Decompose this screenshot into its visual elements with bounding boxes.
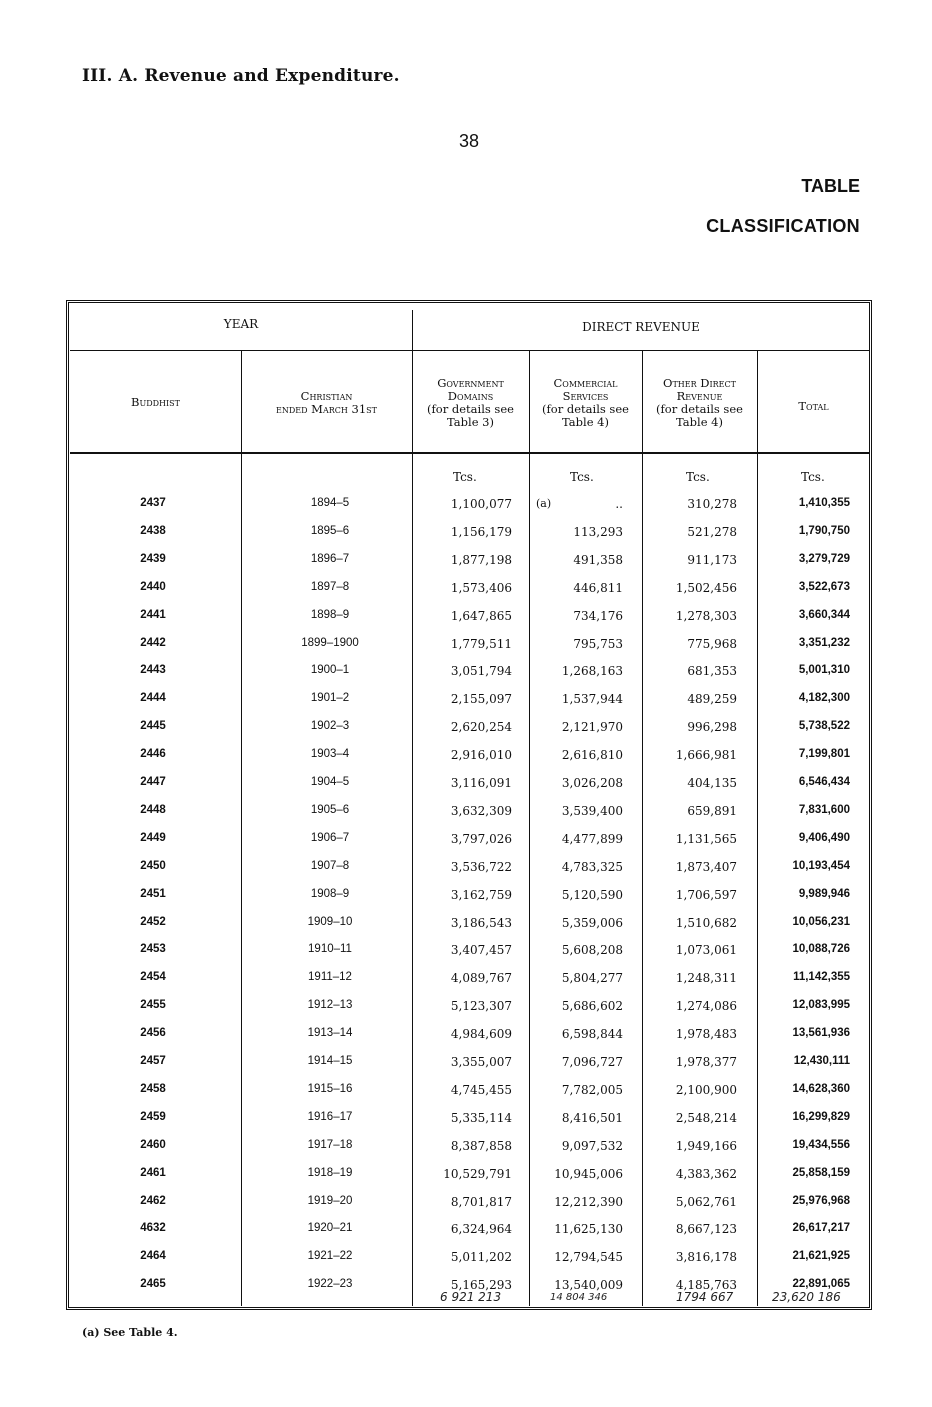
christian-year: 1905–6 bbox=[310, 803, 350, 816]
commercial-services-value: 11,625,130 bbox=[554, 1222, 623, 1237]
total-value: 13,561,936 bbox=[792, 1027, 850, 1040]
buddhist-year: 2453 bbox=[140, 943, 166, 956]
other-direct-revenue-value: 404,135 bbox=[687, 776, 737, 790]
handwritten-commercial: 14 804 346 bbox=[550, 1292, 608, 1303]
total-value: 5,001,310 bbox=[798, 664, 850, 677]
table-row bbox=[0, 776, 932, 804]
commercial-services-value: 5,804,277 bbox=[561, 971, 623, 986]
total-value: 10,193,454 bbox=[792, 859, 850, 872]
commercial-services-value: 4,477,899 bbox=[561, 831, 623, 846]
government-domains-value: 1,573,406 bbox=[450, 580, 512, 595]
buddhist-year: 2465 bbox=[140, 1278, 166, 1291]
buddhist-year: 2457 bbox=[140, 1055, 166, 1067]
christian-year: 1908–9 bbox=[310, 887, 350, 900]
buddhist-year: 2459 bbox=[140, 1110, 166, 1123]
buddhist-year: 2458 bbox=[140, 1082, 166, 1095]
total-value: 25,976,968 bbox=[792, 1194, 850, 1207]
government-domains-value: 2,620,254 bbox=[450, 720, 512, 735]
buddhist-year: 2448 bbox=[140, 803, 166, 816]
table-row bbox=[0, 720, 932, 748]
buddhist-year: 2450 bbox=[140, 859, 166, 872]
buddhist-year: 2460 bbox=[140, 1138, 166, 1151]
table-row bbox=[0, 1027, 932, 1055]
total-value: 26,617,217 bbox=[792, 1222, 850, 1235]
government-domains-value: 1,779,511 bbox=[450, 636, 512, 651]
commercial-services-value: 7,782,005 bbox=[561, 1082, 623, 1097]
table-row bbox=[0, 1195, 932, 1223]
commercial-services-value: 734,176 bbox=[573, 608, 623, 623]
other-direct-revenue-value: 4,185,763 bbox=[675, 1278, 737, 1293]
buddhist-year: 2449 bbox=[140, 831, 166, 844]
commercial-services-value: .. bbox=[615, 497, 623, 511]
buddhist-year: 2445 bbox=[140, 720, 166, 733]
other-direct-revenue-value: 489,259 bbox=[687, 692, 737, 707]
buddhist-year: 2456 bbox=[140, 1027, 166, 1040]
other-direct-revenue-value: 1,274,086 bbox=[675, 999, 737, 1014]
other-direct-revenue-value: 4,383,362 bbox=[675, 1166, 737, 1181]
rule-group-header bbox=[70, 350, 870, 351]
government-domains-value: 2,155,097 bbox=[450, 692, 512, 707]
col-buddhist: Buddhist bbox=[131, 395, 180, 409]
commercial-services-value: 12,794,545 bbox=[554, 1250, 623, 1265]
commercial-services-value: 113,293 bbox=[573, 524, 623, 539]
table-label: TABLE bbox=[801, 176, 860, 196]
government-domains-value: 3,536,722 bbox=[450, 859, 512, 874]
government-domains-value: 5,335,114 bbox=[450, 1110, 512, 1125]
table-row bbox=[0, 553, 932, 581]
buddhist-year: 2441 bbox=[140, 608, 166, 621]
government-domains-value: 8,387,858 bbox=[450, 1138, 512, 1153]
other-direct-revenue-value: 310,278 bbox=[687, 497, 737, 511]
government-domains-value: 5,123,307 bbox=[450, 999, 512, 1014]
christian-year: 1919–20 bbox=[307, 1194, 353, 1207]
christian-year: 1920–21 bbox=[307, 1222, 353, 1235]
government-domains-value: 1,100,077 bbox=[450, 497, 512, 511]
table-row bbox=[0, 943, 932, 971]
buddhist-year: 4632 bbox=[140, 1222, 166, 1235]
government-domains-value: 5,165,293 bbox=[450, 1278, 512, 1293]
christian-year: 1912–13 bbox=[307, 999, 353, 1012]
note-a-marker: (a) bbox=[536, 497, 552, 510]
commercial-services-value: 5,359,006 bbox=[561, 915, 623, 930]
commercial-services-value: 446,811 bbox=[573, 580, 623, 595]
christian-year: 1922–23 bbox=[307, 1278, 353, 1291]
table-row bbox=[0, 637, 932, 665]
table-row bbox=[0, 832, 932, 860]
section-title: III. A. Revenue and Expenditure. bbox=[82, 66, 400, 86]
christian-year: 1898–9 bbox=[310, 608, 350, 621]
christian-year: 1921–22 bbox=[307, 1250, 353, 1263]
table-row bbox=[0, 1083, 932, 1111]
commercial-services-value: 13,540,009 bbox=[554, 1278, 623, 1293]
col-government-domains: Government Domains (for details see Table 3) bbox=[427, 376, 514, 429]
other-direct-revenue-value: 1,073,061 bbox=[675, 943, 737, 958]
government-domains-value: 4,984,609 bbox=[450, 1027, 512, 1042]
total-value: 3,351,232 bbox=[798, 636, 850, 649]
christian-year: 1910–11 bbox=[308, 943, 352, 956]
other-direct-revenue-value: 5,062,761 bbox=[675, 1194, 737, 1209]
table-row bbox=[0, 525, 932, 553]
government-domains-value: 4,089,767 bbox=[450, 971, 512, 986]
buddhist-year: 2451 bbox=[140, 887, 166, 900]
table-row bbox=[0, 664, 932, 692]
other-direct-revenue-value: 1,949,166 bbox=[675, 1138, 737, 1153]
christian-year: 1900–1 bbox=[310, 664, 350, 677]
commercial-services-value: 1,537,944 bbox=[561, 692, 623, 707]
buddhist-year: 2444 bbox=[140, 692, 166, 705]
christian-year: 1916–17 bbox=[307, 1110, 353, 1123]
unit-label: Tcs. bbox=[570, 470, 594, 484]
commercial-services-value: 2,121,970 bbox=[561, 720, 623, 735]
table-row bbox=[0, 609, 932, 637]
table-row bbox=[0, 748, 932, 776]
total-value: 7,831,600 bbox=[798, 803, 850, 816]
total-value: 16,299,829 bbox=[792, 1110, 850, 1123]
commercial-services-value: 4,783,325 bbox=[561, 859, 623, 874]
commercial-services-value: 7,096,727 bbox=[561, 1055, 623, 1069]
other-direct-revenue-value: 1,502,456 bbox=[675, 580, 737, 595]
government-domains-value: 3,632,309 bbox=[450, 803, 512, 818]
total-value: 6,546,434 bbox=[798, 776, 850, 788]
table-row bbox=[0, 497, 932, 525]
christian-year: 1897–8 bbox=[310, 580, 350, 593]
commercial-services-value: 10,945,006 bbox=[554, 1166, 623, 1181]
buddhist-year: 2462 bbox=[140, 1194, 166, 1207]
buddhist-year: 2447 bbox=[140, 776, 166, 788]
total-value: 21,621,925 bbox=[792, 1250, 850, 1263]
commercial-services-value: 1,268,163 bbox=[561, 664, 623, 679]
other-direct-revenue-value: 1,131,565 bbox=[675, 831, 737, 846]
handwritten-total: 23,620 186 bbox=[772, 1290, 841, 1304]
footnote: (a) See Table 4. bbox=[82, 1326, 178, 1339]
page-number: 38 bbox=[459, 131, 480, 151]
group-direct-revenue: DIRECT REVENUE bbox=[582, 320, 700, 334]
christian-year: 1906–7 bbox=[310, 831, 350, 844]
buddhist-year: 2438 bbox=[140, 524, 166, 537]
total-value: 9,989,946 bbox=[798, 887, 850, 900]
christian-year: 1909–10 bbox=[307, 915, 353, 928]
government-domains-value: 1,156,179 bbox=[450, 524, 512, 539]
commercial-services-value: 6,598,844 bbox=[561, 1027, 623, 1042]
commercial-services-value: 5,608,208 bbox=[561, 943, 623, 958]
other-direct-revenue-value: 1,873,407 bbox=[675, 859, 737, 874]
total-value: 3,522,673 bbox=[798, 580, 850, 593]
total-value: 1,790,750 bbox=[798, 524, 850, 537]
christian-year: 1913–14 bbox=[307, 1027, 353, 1040]
total-value: 19,434,556 bbox=[792, 1138, 850, 1151]
table-row bbox=[0, 1139, 932, 1167]
buddhist-year: 2454 bbox=[140, 971, 166, 984]
col-total: Total bbox=[798, 399, 829, 413]
other-direct-revenue-value: 1,706,597 bbox=[675, 887, 737, 902]
table-row bbox=[0, 916, 932, 944]
table-row bbox=[0, 1111, 932, 1139]
table-row bbox=[0, 581, 932, 609]
other-direct-revenue-value: 911,173 bbox=[687, 552, 737, 567]
commercial-services-value: 2,616,810 bbox=[561, 748, 623, 763]
table-row bbox=[0, 860, 932, 888]
government-domains-value: 3,407,457 bbox=[450, 943, 512, 958]
christian-year: 1914–15 bbox=[307, 1055, 353, 1067]
other-direct-revenue-value: 775,968 bbox=[687, 636, 737, 651]
total-value: 3,279,729 bbox=[798, 552, 850, 565]
total-value: 7,199,801 bbox=[798, 748, 850, 761]
table-row bbox=[0, 971, 932, 999]
christian-year: 1899–1900 bbox=[301, 636, 359, 649]
table-row bbox=[0, 1167, 932, 1195]
commercial-services-value: 3,026,208 bbox=[561, 776, 623, 790]
commercial-services-value: 5,120,590 bbox=[561, 887, 623, 902]
government-domains-value: 4,745,455 bbox=[450, 1082, 512, 1097]
total-value: 12,430,111 bbox=[793, 1055, 850, 1067]
christian-year: 1915–16 bbox=[307, 1082, 353, 1095]
other-direct-revenue-value: 1,978,483 bbox=[675, 1027, 737, 1042]
group-year: YEAR bbox=[223, 317, 259, 331]
commercial-services-value: 5,686,602 bbox=[561, 999, 623, 1014]
total-value: 1,410,355 bbox=[798, 497, 850, 509]
other-direct-revenue-value: 1,666,981 bbox=[675, 748, 737, 763]
government-domains-value: 3,051,794 bbox=[450, 664, 512, 679]
other-direct-revenue-value: 1,248,311 bbox=[675, 971, 737, 986]
buddhist-year: 2440 bbox=[140, 580, 166, 593]
buddhist-year: 2442 bbox=[140, 636, 166, 649]
government-domains-value: 10,529,791 bbox=[443, 1166, 512, 1181]
buddhist-year: 2452 bbox=[140, 915, 166, 928]
christian-year: 1895–6 bbox=[310, 524, 350, 537]
table-row bbox=[0, 999, 932, 1027]
total-value: 5,738,522 bbox=[798, 720, 850, 733]
other-direct-revenue-value: 2,100,900 bbox=[675, 1082, 737, 1097]
government-domains-value: 6,324,964 bbox=[450, 1222, 512, 1237]
other-direct-revenue-value: 1,978,377 bbox=[675, 1055, 737, 1069]
total-value: 22,891,065 bbox=[792, 1278, 850, 1291]
other-direct-revenue-value: 521,278 bbox=[687, 524, 737, 539]
total-value: 25,858,159 bbox=[792, 1166, 850, 1179]
table-row bbox=[0, 692, 932, 720]
table-row bbox=[0, 1055, 932, 1083]
col-commercial-services: Commercial Services (for details see Table 4) bbox=[542, 376, 629, 429]
government-domains-value: 8,701,817 bbox=[450, 1194, 512, 1209]
handwritten-other: 1794 667 bbox=[676, 1290, 734, 1304]
buddhist-year: 2439 bbox=[140, 552, 166, 565]
unit-label: Tcs. bbox=[801, 470, 825, 484]
other-direct-revenue-value: 2,548,214 bbox=[675, 1110, 737, 1125]
christian-year: 1911–12 bbox=[308, 971, 352, 984]
government-domains-value: 1,647,865 bbox=[450, 608, 512, 623]
table-row bbox=[0, 804, 932, 832]
other-direct-revenue-value: 1,278,303 bbox=[675, 608, 737, 623]
handwritten-government: 6 921 213 bbox=[440, 1290, 502, 1304]
government-domains-value: 5,011,202 bbox=[450, 1250, 512, 1265]
commercial-services-value: 491,358 bbox=[573, 552, 623, 567]
unit-label: Tcs. bbox=[686, 470, 710, 484]
government-domains-value: 3,116,091 bbox=[450, 776, 512, 790]
christian-year: 1902–3 bbox=[310, 720, 350, 733]
buddhist-year: 2455 bbox=[140, 999, 166, 1012]
total-value: 14,628,360 bbox=[792, 1082, 850, 1095]
rule-header-bottom bbox=[70, 452, 870, 454]
table-row bbox=[0, 888, 932, 916]
buddhist-year: 2443 bbox=[140, 664, 166, 677]
government-domains-value: 3,355,007 bbox=[450, 1055, 512, 1069]
commercial-services-value: 8,416,501 bbox=[561, 1110, 623, 1125]
christian-year: 1894–5 bbox=[310, 497, 350, 509]
total-value: 4,182,300 bbox=[798, 692, 850, 705]
col-other-direct-revenue: Other Direct Revenue (for details see Table 4) bbox=[656, 376, 743, 429]
buddhist-year: 2464 bbox=[140, 1250, 166, 1263]
col-christian: Christian ended March 31st bbox=[276, 389, 377, 416]
christian-year: 1918–19 bbox=[307, 1166, 353, 1179]
commercial-services-value: 12,212,390 bbox=[554, 1194, 623, 1209]
total-value: 9,406,490 bbox=[798, 831, 850, 844]
buddhist-year: 2437 bbox=[140, 497, 166, 509]
christian-year: 1896–7 bbox=[310, 552, 350, 565]
table-classification: CLASSIFICATION bbox=[706, 216, 860, 236]
government-domains-value: 3,186,543 bbox=[450, 915, 512, 930]
government-domains-value: 1,877,198 bbox=[450, 552, 512, 567]
buddhist-year: 2461 bbox=[140, 1166, 166, 1179]
government-domains-value: 2,916,010 bbox=[450, 748, 512, 763]
other-direct-revenue-value: 8,667,123 bbox=[675, 1222, 737, 1237]
government-domains-value: 3,162,759 bbox=[450, 887, 512, 902]
table-row bbox=[0, 1222, 932, 1250]
total-value: 10,088,726 bbox=[792, 943, 850, 956]
christian-year: 1903–4 bbox=[310, 748, 350, 761]
other-direct-revenue-value: 681,353 bbox=[687, 664, 737, 679]
commercial-services-value: 3,539,400 bbox=[561, 803, 623, 818]
other-direct-revenue-value: 659,891 bbox=[687, 803, 737, 818]
total-value: 10,056,231 bbox=[792, 915, 850, 928]
government-domains-value: 3,797,026 bbox=[450, 831, 512, 846]
total-value: 3,660,344 bbox=[798, 608, 850, 621]
total-value: 12,083,995 bbox=[792, 999, 850, 1012]
buddhist-year: 2446 bbox=[140, 748, 166, 761]
commercial-services-value: 9,097,532 bbox=[561, 1138, 623, 1153]
other-direct-revenue-value: 996,298 bbox=[687, 720, 737, 735]
christian-year: 1901–2 bbox=[310, 692, 350, 705]
other-direct-revenue-value: 3,816,178 bbox=[675, 1250, 737, 1265]
table-row bbox=[0, 1250, 932, 1278]
christian-year: 1907–8 bbox=[310, 859, 350, 872]
total-value: 11,142,355 bbox=[793, 971, 850, 984]
commercial-services-value: 795,753 bbox=[573, 636, 623, 651]
unit-label: Tcs. bbox=[453, 470, 477, 484]
christian-year: 1917–18 bbox=[307, 1138, 353, 1151]
christian-year: 1904–5 bbox=[310, 776, 350, 788]
other-direct-revenue-value: 1,510,682 bbox=[675, 915, 737, 930]
